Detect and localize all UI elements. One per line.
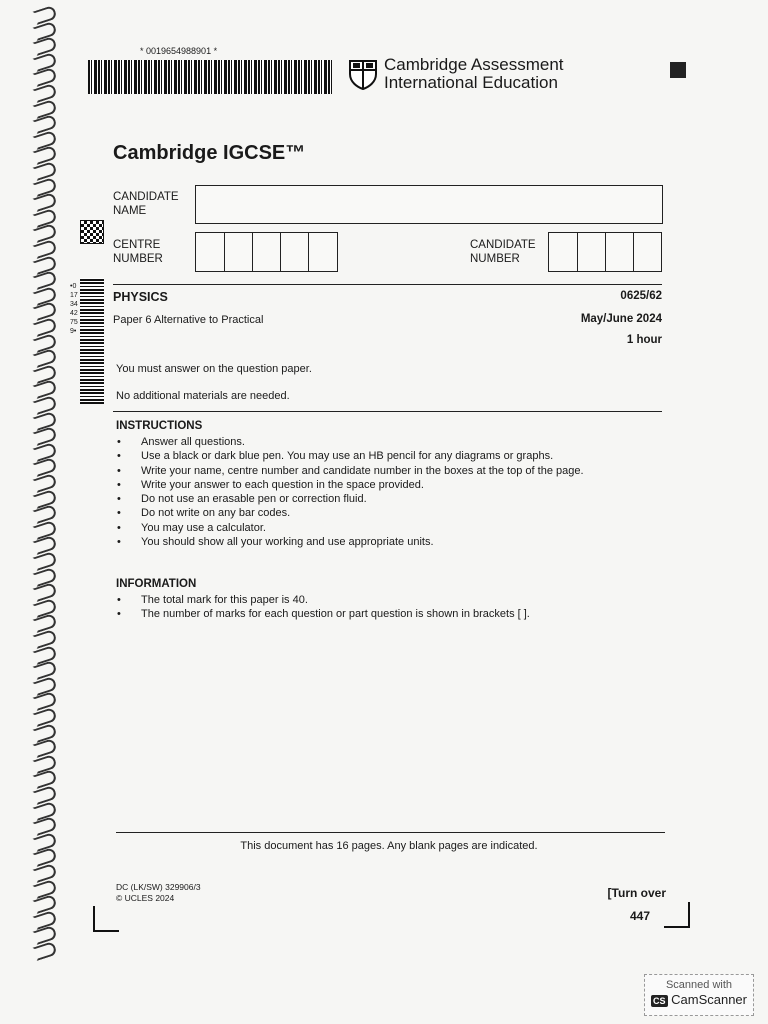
org-name-line2: International Education xyxy=(384,73,558,92)
list-item: • The total mark for this paper is 40. xyxy=(117,593,657,607)
list-item: • You may use a calculator. xyxy=(117,521,657,535)
qr-code xyxy=(80,220,104,244)
digit-divider xyxy=(633,233,634,271)
list-item: • Do not write on any bar codes. xyxy=(117,506,657,520)
list-item: • Do not use an erasable pen or correction fluid. xyxy=(117,492,657,506)
paper-code: 0625/62 xyxy=(620,290,662,302)
page-code: 447 xyxy=(629,909,650,923)
digit-divider xyxy=(577,233,578,271)
list-item: • Write your name, centre number and candidate number in the boxes at the top of the page. xyxy=(117,464,657,478)
candidate-name-field[interactable] xyxy=(195,185,663,224)
materials-note: No additional materials are needed. xyxy=(116,390,290,402)
answer-note: You must answer on the question paper. xyxy=(116,363,312,375)
spiral-loop xyxy=(32,5,57,25)
side-barcode-number: •0173442759• xyxy=(70,283,78,335)
session: May/June 2024 xyxy=(580,313,662,325)
divider xyxy=(113,411,662,412)
cambridge-shield-icon xyxy=(347,58,379,90)
digit-divider xyxy=(252,233,253,271)
camscanner-watermark xyxy=(644,974,754,1016)
list-item: • The number of marks for each question or part question is shown in brackets [ ]. xyxy=(117,607,657,621)
instructions-list xyxy=(117,435,657,549)
document-reference: DC (LK/SW) 329906/3 xyxy=(116,882,201,892)
information-list xyxy=(117,593,657,622)
divider xyxy=(116,832,665,833)
watermark-brand-name: CamScanner xyxy=(671,992,747,1007)
digit-divider xyxy=(605,233,606,271)
digit-divider xyxy=(224,233,225,271)
copyright: © UCLES 2024 xyxy=(116,893,175,903)
spiral-binding xyxy=(34,8,58,968)
list-item: • Write your answer to each question in the space provided. xyxy=(117,478,657,492)
turn-over: [Turn over xyxy=(607,886,666,900)
instructions-heading: INSTRUCTIONS xyxy=(116,420,203,432)
org-name-line1: Cambridge Assessment xyxy=(384,55,564,74)
candidate-number-label: CANDIDATE NUMBER xyxy=(470,239,536,265)
list-item: • Use a black or dark blue pen. You may use an HB pencil for any diagrams or graphs. xyxy=(117,449,657,463)
side-barcode xyxy=(80,278,104,404)
corner-mark xyxy=(93,906,119,932)
candidate-name-label: CANDIDATE NAME xyxy=(113,191,179,217)
barcode xyxy=(88,60,332,94)
centre-number-field[interactable] xyxy=(195,232,338,272)
duration: 1 hour xyxy=(626,334,662,346)
list-item: • You should show all your working and use appropriate units. xyxy=(117,535,657,549)
digit-divider xyxy=(308,233,309,271)
corner-mark xyxy=(664,902,690,928)
camscanner-logo-icon: CS xyxy=(652,995,666,1006)
watermark-caption: Scanned with xyxy=(665,979,733,991)
digit-divider xyxy=(280,233,281,271)
watermark-brand xyxy=(645,992,753,1007)
centre-number-label: CENTRE NUMBER xyxy=(113,239,163,265)
pages-note: This document has 16 pages. Any blank pages are indicated. xyxy=(240,840,538,852)
divider xyxy=(113,284,662,285)
subject: PHYSICS xyxy=(113,290,168,304)
qualification-title: Cambridge IGCSE™ xyxy=(113,142,306,164)
paper-title: Paper 6 Alternative to Practical xyxy=(113,314,264,326)
list-item: • Answer all questions. xyxy=(117,435,657,449)
registration-mark xyxy=(670,62,686,78)
candidate-number-field[interactable] xyxy=(548,232,662,272)
barcode-number: * 0019654988901 * xyxy=(140,46,218,56)
information-heading: INFORMATION xyxy=(116,578,197,590)
